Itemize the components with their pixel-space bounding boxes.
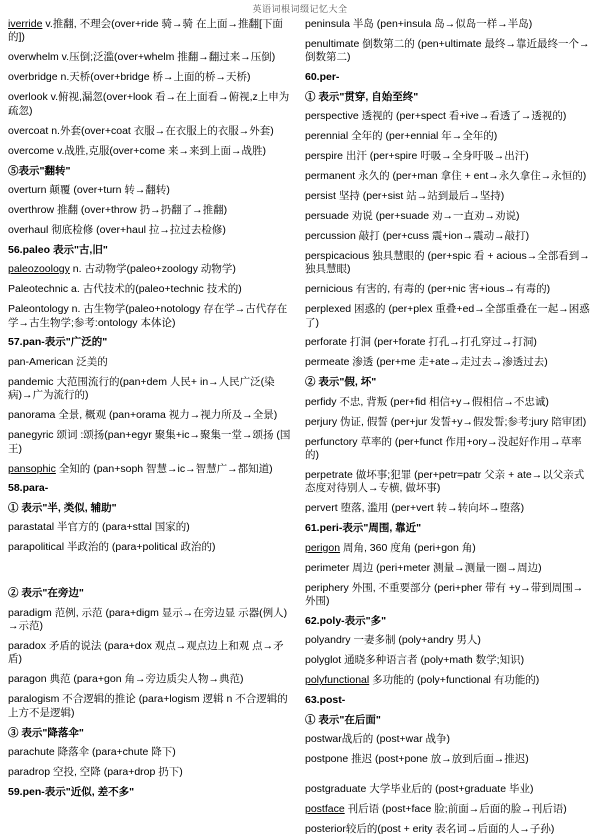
dictionary-entry: paleozoology n. 古动物学(paleo+zoology 动物学)	[8, 263, 236, 276]
section-heading: ② 表示"假, 坏"	[305, 376, 377, 389]
dictionary-entry: parastatal 半官方的 (para+sttal 国家的)	[8, 521, 190, 534]
dictionary-entry: postwar战后的 (post+war 战争)	[305, 733, 450, 746]
dictionary-entry: panegyric 颂词 :颂扬(pan+egyr 聚集+ic→聚集一堂→颂扬 (国王)	[8, 429, 291, 455]
section-heading: 59.pen-表示"近似, 差不多"	[8, 786, 135, 798]
dictionary-entry: Paleontology n. 古生物学(paleo+notology 存在学→古代存在学→古生物学;参考:ontology 本体论)	[8, 303, 288, 329]
dictionary-entry: perspicacious 独具慧眼的 (per+spic 看 + acious→全部看到→独具慧眼)	[305, 249, 590, 276]
dictionary-entry: periphery 外围, 不重要部分 (peri+pher 带有 +y→带到周围→外围)	[305, 581, 584, 608]
dictionary-entry: perplexed 困惑的 (per+plex 重叠+ed→全部重叠在一起→困惑了)	[305, 303, 590, 329]
section-heading: ⑤表示"翻转"	[8, 164, 71, 177]
dictionary-entry: Paleotechnic a. 古代技术的(paleo+technic 技术的)	[8, 283, 242, 296]
dictionary-entry: perspire 出汗 (per+spire 吁吸→全身吁吸→出汗)	[305, 150, 529, 163]
dictionary-entry: perjury 伪证, 假誓 (per+jur 发誓+y→假发誓;参考:jury 陪审团)	[305, 415, 587, 428]
section-heading: ① 表示"在后面"	[305, 713, 381, 726]
dictionary-entry: perpetrate 做坏事;犯罪 (per+petr=patr 父亲 + ate→以父亲式态度对待别人→专横, 做坏事)	[305, 469, 585, 495]
dictionary-entry: perimeter 周边 (peri+meter 测量→测量一圈→周边)	[305, 561, 542, 574]
section-heading: 60.per-	[305, 71, 340, 84]
dictionary-entry: perfunctory 草率的 (per+funct 作用+ory→没起好作用→草率的)	[305, 435, 582, 462]
dictionary-entry: postface 刊后语 (post+face 脸;前面→后面的脸→刊后语)	[305, 802, 567, 815]
dictionary-entry: paradrop 空投, 空降 (para+drop 扔下)	[8, 766, 183, 779]
dictionary-entry: pansophic 全知的 (pan+soph 智慧→ic→智慧广→都知道)	[8, 462, 273, 475]
section-heading: 58.para-	[8, 482, 49, 495]
underlined-headword: pansophic	[8, 462, 56, 475]
section-heading: 61.peri-表示"周围, 靠近"	[305, 522, 422, 535]
dictionary-entry: persist 坚持 (per+sist 站→站到最后→坚持)	[305, 189, 505, 202]
dictionary-entry: overwhelm v.压倒;泛滥(over+whelm 推翻→翻过来→压倒)	[8, 51, 276, 64]
section-heading: ① 表示"贯穿, 自始至终"	[305, 90, 419, 103]
dictionary-entry: permeate 渗透 (per+me 走+ate→走过去→渗透过去)	[305, 356, 548, 369]
section-heading: ② 表示"在旁边"	[8, 587, 84, 600]
two-column-layout	[0, 18, 600, 835]
section-heading: ① 表示"半, 类似, 辅助"	[8, 501, 117, 514]
underlined-headword: polyfunctional	[305, 674, 370, 687]
dictionary-entry: overcome v.战胜,克服(over+come 来→来到上面→战胜)	[8, 144, 266, 157]
dictionary-entry: postpone 推迟 (post+pone 放→放到后面→推迟)	[305, 753, 529, 766]
dictionary-entry: overlook v.俯视,漏忽(over+look 看→在上面看→俯视,z上申为疏忽)	[8, 91, 290, 117]
section-heading: ③ 表示"降落伞"	[8, 726, 84, 739]
underlined-headword: postface	[305, 802, 345, 815]
dictionary-entry: perforate 打洞 (per+forate 打孔→打孔穿过→打洞)	[305, 336, 537, 349]
dictionary-entry: peninsula 半岛 (pen+insula 岛→似岛一样→半岛)	[305, 18, 533, 30]
dictionary-entry: polyfunctional 多功能的 (poly+functional 有功能的)	[305, 674, 540, 687]
dictionary-entry: pan-American 泛美的	[8, 355, 108, 368]
section-heading: 63.post-	[305, 694, 346, 707]
dictionary-entry: penultimate 倒数第二的 (pen+ultimate 最终→靠近最终一个→倒数第二)	[305, 37, 590, 64]
underlined-headword: perigon	[305, 541, 341, 554]
right-column	[305, 18, 592, 835]
page-header	[0, 0, 600, 18]
section-heading: 62.poly-表示"多"	[305, 615, 387, 627]
dictionary-entry: polyglot 通晓多种语言者 (poly+math 数学;知识)	[305, 654, 525, 667]
dictionary-entry: panorama 全景, 概观 (pan+orama 视力→视力所及→全景)	[8, 409, 278, 422]
dictionary-entry: overcoat n.外套(over+coat 衣服→在衣服上的衣服→外套)	[8, 124, 274, 137]
dictionary-entry: polyandry 一妻多制 (poly+andry 男人)	[305, 634, 481, 647]
column-spacer	[8, 561, 295, 587]
dictionary-entry: persuade 劝说 (per+suade 劝→一直劝→劝说)	[305, 209, 520, 222]
dictionary-entry: permanent 永久的 (per+man 拿住 + ent→永久拿住→永恒的)	[305, 170, 587, 182]
underlined-headword: paleozoology	[8, 263, 70, 276]
dictionary-entry: paralogism 不合逻辑的推论 (para+logism 逻辑 n 不合逻辑的上方不是逻辑)	[8, 693, 288, 719]
dictionary-entry: postgraduate 大学毕业后的 (post+graduate 毕业)	[305, 783, 534, 795]
dictionary-entry: pernicious 有害的, 有毒的 (per+nic 害+ious→有毒的)	[305, 283, 551, 296]
section-heading: 57.pan-表示"广泛的"	[8, 336, 108, 349]
dictionary-entry: overthrow 推翻 (over+throw 扔→扔翻了→推翻)	[8, 203, 228, 216]
dictionary-entry: overturn 颠覆 (over+turn 转→翻转)	[8, 183, 170, 196]
dictionary-entry: parapolitical 半政治的 (para+political 政治的)	[8, 541, 216, 554]
dictionary-entry: pervert 堕落, 滥用 (per+vert 转→转向坏→堕落)	[305, 502, 525, 515]
dictionary-entry: overbridge n.天桥(over+bridge 桥→上面的桥→天桥)	[8, 71, 251, 84]
section-heading: 56.paleo 表示"古,旧"	[8, 243, 108, 256]
dictionary-entry: paragon 典范 (para+gon 角→旁边质尖人物→典范)	[8, 673, 244, 686]
dictionary-entry: perfidy 不忠, 背叛 (per+fid 相信+y→假相信→不忠诚)	[305, 395, 549, 408]
dictionary-entry: perennial 全年的 (per+ennial 年→全年的)	[305, 130, 498, 143]
dictionary-entry: posterior较后的(post + erity 表名词→后面的人→子孙)	[305, 822, 555, 835]
left-column	[8, 18, 295, 798]
dictionary-entry: perigon 周角, 360 度角 (peri+gon 角)	[305, 541, 476, 554]
dictionary-entry: parachute 降落伞 (para+chute 降下)	[8, 746, 176, 759]
dictionary-entry: paradox 矛盾的说法 (para+dox 观点→观点边上和观 点→矛盾)	[8, 640, 284, 666]
dictionary-entry: overhaul 彻底检修 (over+haul 拉→拉过去检修)	[8, 223, 226, 236]
dictionary-entry: perspective 透视的 (per+spect 看+ive→看透了→透视的)	[305, 110, 567, 123]
underlined-headword: iverride	[8, 18, 43, 30]
page-header-title: 英语词根词缀记忆大全	[252, 4, 348, 14]
dictionary-entry: pandemic 大范围流行的(pan+dem 人民+ in→人民广泛(染病)→广为流行的)	[8, 375, 275, 402]
dictionary-entry: paradigm 范例, 示范 (para+digm 显示→在旁边显 示器(例人) →示范)	[8, 606, 288, 633]
dictionary-entry: iverride v.推翻, 不理会(over+ride 骑→骑 在上面→推翻[下面的])	[8, 18, 283, 44]
dictionary-entry: percussion 敲打 (per+cuss 震+ion→震动→敲打)	[305, 229, 530, 242]
